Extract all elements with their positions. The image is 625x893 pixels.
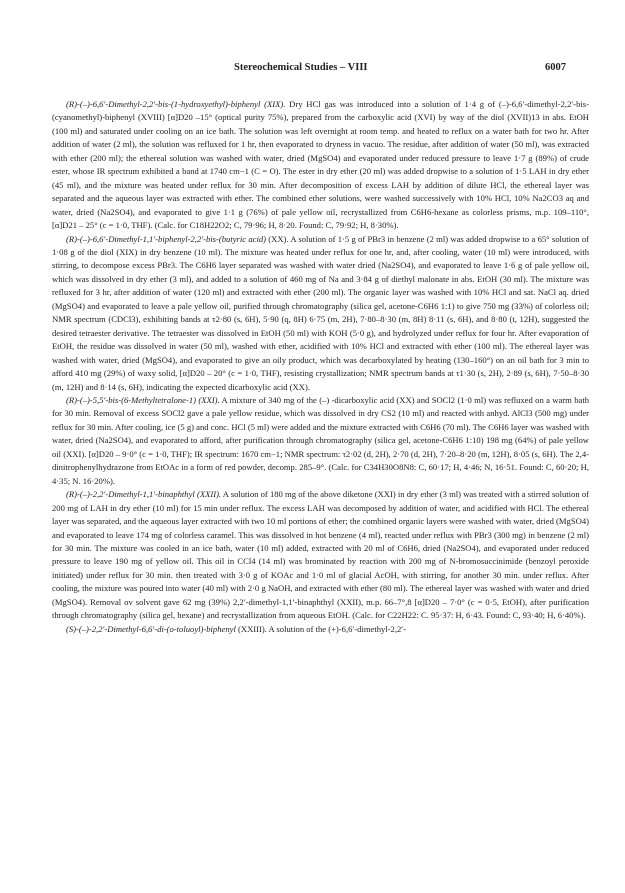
running-head-title: Stereochemical Studies – VIII [234, 62, 368, 73]
paragraph-compound-xxi [52, 394, 589, 488]
paragraph-text: A solution of 180 mg of the above diketone (XXI) in dry ether (3 ml) was treated with a stirred solution of 200 mg of LAH in dry ether (10 ml) for 15 min under reflux. The excess LAH was decomposed by addition of water, and acidified with HCl. The ethereal layer was separated, and the aqueous layer extracted with two 10 ml portions of ether; the combined organic layers were washed with water, dried (MgSO4) and evaporated to leave 174 mg of colorless caramel. This was dissolved in hot benzene (4 ml), reacted under reflux with PBr3 (300 mg) in benzene (2 ml) for 30 min. The mixture was cooled in an ice bath, water (10 ml) added, extracted with 20 ml of C6H6, dried (Na2SO4), and evaporated under reduced pressure to leave 190 mg of yellow oil. This oil in CCl4 (14 ml) was brominated by reaction with 200 mg of N-bromosuccinimide (benzoyl peroxide initiated) under reflux for 30 min. then treated with 3·0 g of KOAc and 1·0 ml of glacial AcOH, with stirring, for another 30 min. under reflux. After cooling, the mixture was poured into water (40 ml) with 2·0 g NaOH, and extracted with ether (80 ml). The ethereal layer was washed with water and dried (MgSO4). Removal ov solvent gave 62 mg (39%) 2,2′-dimethyl-1,1′-binaphthyl (XXII), m.p. 66–7°,8 [α]D20 – 7·0° (c = 0·5, EtOH), after purification through chromatography (silica gel, hexane) and recrystallization from aqueous EtOH. (Calc. for C22H22: C. 95·37: H, 6·43. Found: C, 93·40; H, 6·40%). [52, 489, 589, 621]
paragraph-text: (XXIII). A solution of the (+)-6,6′-dimethyl-2,2′- [235, 623, 407, 634]
paragraph-heading: (R)-(–)-6,6′-Dimethyl-2,2′-bis-(1-hydroxyethyl)-biphenyl (XIX). [66, 99, 286, 109]
paragraph-heading: (R)-(–)-6,6′-Dimethyl-1,1′-biphenyl-2,2′-bis-(butyric acid) [66, 233, 267, 244]
paragraph-compound-xx [52, 233, 589, 394]
paragraph-text: A mixture of 340 mg of the (–) -dicarboxylic acid (XX) and SOCl2 (1·0 ml) was refluxed on a warm bath for 30 min. Removal of excess SOCl2 gave a pale yellow residue, which was dissolved in dry CS2 (10 ml) and reacted with anhyd. AlCl3 (500 mg) under reflux for 30 min. After cooling, ice (5 g) and conc. HCl (5 ml) were added and the mixture extracted with C6H6 (70 ml). The C6H6 layer was washed with water, dried (Na2SO4), and evaporated to afford, after purification through chromatography (silica gel, acetone-C6H6 1:10) 198 mg (64%) of pale yellow oil (XXI). [α]D20 – 9·0° (c = 1·0, THF); IR spectrum: 1670 cm−1; NMR spectrum: τ2·02 (d, 2H), 2·70 (d, 2H), 7·20–8·20 (m, 12H), 8·05 (s, 6H). The 2,4-dinitrophenylhydrazone from EtOAc in a form of red powder, decomp. 285–9°. (Calc. for C34H30O8N8: C, 60·17; H, 4·46; N, 16·51. Found: C, 60·20; H, 4·35; N. 16·20%). [52, 394, 590, 486]
paragraph-text: Dry HCl gas was introduced into a solution of 1·4 g of (–)-6,6′-dimethyl-2,2′-bis-(cyanomethyl)-biphenyl (XVIII) [α]D20 –15° (optical purity 75%), prepared from the carboxylic acid (XVI) by way of the diol (XVII)13 in abs. EtOH (100 ml) and saturated under cooling on an ice bath. The solution was left overnight at room temp. and heated to reflux on a water bath for two hr. After addition of water (2 ml), the solution was refluxed for 1 hr, then evaporated to dryness in vacuo. The residue, after addition of water (50 ml), was extracted with ether (200 ml); the ethereal solution was washed with water, dried (MgSO4) and evaporated under reduced pressure to leave 1·7 g (89%) of crude ester, whose IR spectrum exhibited a band at 1740 cm−1 (C = O). The ester in dry ether (20 ml) was added dropwise to a solution of 1·5 LAH in dry ether (45 ml), and the mixture was heated under reflux for 30 min. After decomposition of excess LAH by addition of dilute HCl, the ethereal layer was separated and the aqueous layer was extracted with ether. The combined ether solutions, were washed successively with 10% HCl, 10% Na2CO3 aq and water, dried (Na2SO4), and evaporated to give 1·1 g (76%) of pale yellow oil, recrystallized from C6H6-hexane as colorless prisms, m.p. 109–110°, [α]D21 – 25° (c = 1·0, THF). (Calc. for C18H22O2; C, 79·96; H, 8·20. Found: C, 79·92; H, 8·30%). [52, 99, 589, 231]
article-body [52, 98, 589, 636]
paragraph-text: (XX). A solution of 1·5 g of PBr3 in benzene (2 ml) was added dropwise to a 65° solution of 1·08 g of the diol (XIX) in dry benzene (10 ml). The mixture was heated under reflux for one hr, and, after cooling, water (10 ml) were introduced, with stirring, to decompose excess PBr3. The C6H6 layer separated was washed with water dried (Na2SO4), and evaporated to leave 1·6 g of pale yellow oil, which was dissolved in dry ether (3 ml), and added to a solution of 460 mg of Na and 3·84 g of diethyl malonate in abs. EtOH (30 ml). The mixture was refluxed for 3 hr, after addition of water (120 ml) and extracted with ether (200 ml). The organic layer was washed with 10% HCl and sat. NaCl aq. dried (MgSO4) and evaporated to leave a pale yellow oil, purified through chromatography (silica gel, acetone-C6H6 1:1) to give 750 mg (33%) of colorless oil; NMR spectrum (CDCl3), exhibiting bands at τ2·80 (s, 6H), 5·90 (q, 8H) 6·75 (m, 2H), 7·80–8·30 (m, 8H) 8·11 (s, 6H), and 8·80 (t, 12H), suggested the desired tetraester derivative. The tetraester was dissolved in EtOH (50 ml) with KOH (5·0 g), and hydrolyzed under reflux for four hr. After evaporation of EtOH, the residue was dissolved in water (50 ml), washed with ether, acidified with 10% HCl and extracted with ether (100 ml). The ethereal layer was washed with water, dried (MgSO4), and evaporated to give an oily product, which was decarboxylated by heating (130–160°) on an oil bath for 3 min to afford 410 mg (29%) of waxy solid, [α]D20 – 20° (c = 1·0, THF), resisting crystallization; NMR spectrum bands at τ1·30 (s, 2H), 2·89 (s, 6H), 7·50–8·30 (m, 12H) and 8·14 (s, 6H), indicating the expected dicarboxylic acid (XX). [52, 233, 589, 392]
paragraph-compound-xxii [52, 488, 589, 623]
paragraph-compound-xix [52, 98, 589, 233]
page-number: 6007 [545, 62, 566, 73]
paragraph-heading: (R)-(–)-2,2′-Dimethyl-1,1′-binaphthyl (XXII). [66, 489, 222, 500]
running-head [0, 62, 625, 76]
paragraph-compound-xxiii [52, 623, 589, 636]
paragraph-heading: (R)-(–)-5,5′-bis-(6-Methyltetralone-1) (XXI). [66, 394, 220, 405]
paragraph-heading: (S)-(–)-2,2′-Dimethyl-6,6′-di-(o-toluoyl)-biphenyl [66, 623, 236, 634]
